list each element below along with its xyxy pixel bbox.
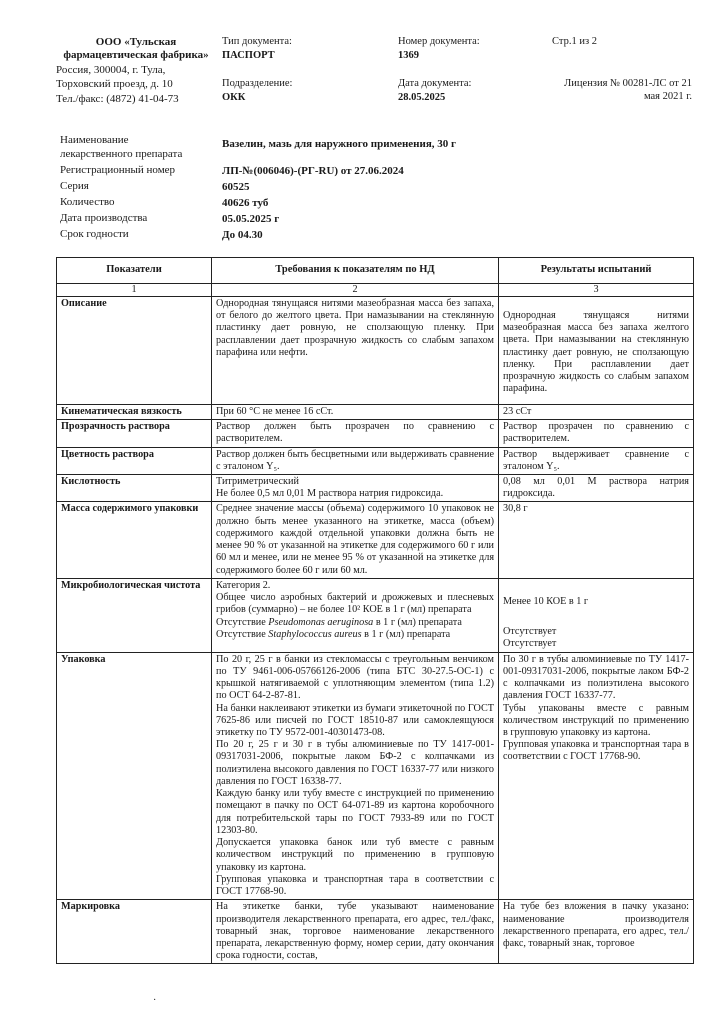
division-value: ОКК xyxy=(222,92,246,103)
req-micro-staph xyxy=(216,629,494,641)
table-header-row xyxy=(57,258,694,284)
req-pack-para-4: Каждую банку или тубу вместе с инструкцией по применению помещают в пачку по ОСТ 64-071-89 из картона коробочного для потребительской тары по ГОСТ 7933-89 или по ГОСТ 12303-80. xyxy=(216,788,494,836)
info-value-expiry: До 04.30 xyxy=(222,229,263,241)
res-marking: На тубе без вложения в пачку указано: наименование производителя лекарственного препарата, его адрес, тел./факс, товарный знак, торговое xyxy=(499,900,694,964)
table-row xyxy=(57,652,694,900)
res-mass: 30,8 г xyxy=(499,502,694,578)
param-marking: Маркировка xyxy=(57,900,212,964)
req-pack-para-6: Групповая упаковка и транспортная тара в соответствии с ГОСТ 17768-90. xyxy=(216,873,494,898)
res-color: Раствор выдерживает сравнение с эталоном Y₅. xyxy=(499,447,694,474)
param-description: Описание xyxy=(57,296,212,404)
req-color: Раствор должен быть бесцветными или выдерживать сравнение с эталоном Y₅. xyxy=(212,447,499,474)
req-pack-para-1: По 20 г, 25 г в банки из стекломассы с треугольным венчиком по ТУ 9461-006-05766126-2006 (типа БТС 30-27.5-ОС-1) с крышкой натягиваемой с уплотняющим элементом (типа 1.2) по ОСТ 64-2-87-81. xyxy=(216,653,494,702)
table-row xyxy=(57,900,694,964)
req-acidity: Титриметрический Не более 0,5 мл 0,01 М раствора натрия гидроксида. xyxy=(212,475,499,502)
req-transparency: Раствор должен быть прозрачен по сравнению с растворителем. xyxy=(212,420,499,447)
req-marking: На этикетке банки, тубе указывают наименование производителя лекарственного препарата, его адрес, тел./факс, товарный знак, торговое наименование лекарственного препарата, лекарственную форму, номер серии, дату окончания срока годности, состав, xyxy=(212,900,499,964)
doc-number-label: Номер документа: xyxy=(398,36,480,47)
req-pack-para-3: По 20 г, 25 г и 30 г в тубы алюминиевые по ТУ 1417-001-09317031-2006, покрытые лаком БФ-2 с колпачками из полиэтилена высокого давления по ГОСТ 16337-77 или низкого давления по ГОСТ 16338-77. xyxy=(216,739,494,787)
req-micro-absence-1: Отсутствие xyxy=(216,616,269,628)
res-pack-para-3: Групповая упаковка и транспортная тара в соответствии с ГОСТ 17768-90. xyxy=(503,739,689,763)
param-viscosity: Кинематическая вязкость xyxy=(57,404,212,419)
doc-type-value: ПАСПОРТ xyxy=(222,50,275,61)
req-pack-para-5: Допускается упаковка банок или туб вместе с равным количеством инструкций по применению в групповую упаковку из картона. xyxy=(216,837,494,873)
doc-date-label: Дата документа: xyxy=(398,78,472,89)
header-results: Результаты испытаний xyxy=(499,258,694,284)
param-packaging: Упаковка xyxy=(57,652,212,900)
res-pack-para-1: По 30 г в тубы алюминиевые по ТУ 1417-001-09317031-2006, покрытые лаком БФ-2 с колпачками из полиэтилена высокого давления ГОСТ 16337-77. xyxy=(503,653,689,702)
req-micro-organism-2: Staphylococcus aureus xyxy=(268,628,362,640)
company-address-1: Россия, 300004, г. Тула, xyxy=(56,63,166,76)
req-micro-absence-2: Отсутствие xyxy=(216,628,269,640)
req-description: Однородная тянущаяся нитями мазеобразная масса без запаха, от белого до желтого цвета. При намазывании на стеклянную пластинку дает ровную, не сползающую пленку. При расплавлении дает прозрачную жидкость со слабым запахом парафина или нефти. xyxy=(212,296,499,404)
info-label-series: Серия xyxy=(60,180,89,192)
footer-mark: · xyxy=(153,995,157,1006)
spec-table xyxy=(56,257,694,964)
info-label-quantity: Количество xyxy=(60,196,115,208)
param-acidity: Кислотность xyxy=(57,475,212,502)
company-address-2: Торховский проезд, д. 10 xyxy=(56,78,173,91)
res-transparency: Раствор прозрачен по сравнению с растворителем. xyxy=(499,420,694,447)
req-packaging xyxy=(212,652,499,900)
res-micro-pseudomonas: Отсутствует xyxy=(503,626,557,638)
table-row xyxy=(57,578,694,652)
req-micro-total: Общее число аэробных бактерий и дрожжевых и плесневых грибов (суммарно) – не более 10² КОЕ в 1 г (мл) препарата xyxy=(216,592,494,616)
col-number-1: 1 xyxy=(57,283,212,296)
res-viscosity: 23 сСт xyxy=(499,404,694,419)
table-row xyxy=(57,296,694,404)
param-microbiology: Микробиологическая чистота xyxy=(57,578,212,652)
req-micro-pseudomonas xyxy=(216,617,494,629)
column-number-row xyxy=(57,283,694,296)
table-row xyxy=(57,502,694,578)
col-number-2: 2 xyxy=(212,283,499,296)
info-value-reg: ЛП-№(006046)-(РГ-RU) от 27.06.2024 xyxy=(222,165,404,177)
param-transparency: Прозрачность раствора xyxy=(57,420,212,447)
req-micro-category: Категория 2. xyxy=(216,579,271,591)
res-micro-total: Менее 10 КОЕ в 1 г xyxy=(503,595,589,607)
doc-type-label: Тип документа: xyxy=(222,36,292,47)
info-label-expiry: Срок годности xyxy=(60,228,129,240)
col-number-3: 3 xyxy=(499,283,694,296)
res-acidity: 0,08 мл 0,01 М раствора натрия гидроксида. xyxy=(499,475,694,502)
info-value-name: Вазелин, мазь для наружного применения, 30 г xyxy=(222,138,457,150)
company-address-3: Тел./факс: (4872) 41-04-73 xyxy=(56,92,179,105)
res-packaging xyxy=(499,652,694,900)
doc-date-value: 28.05.2025 xyxy=(398,92,446,103)
info-label-name: Наименование лекарственного препарата xyxy=(60,134,183,160)
doc-number-value: 1369 xyxy=(398,50,419,61)
header-params: Показатели xyxy=(57,258,212,284)
res-description-text: Однородная тянущаяся нитями мазеобразная масса без запаха желтого цвета. При намазывании на стеклянную пластинку дает ровную, не сползающую пленку. При расплавлении дает прозрачную жидкость со слабым запахом парафина. xyxy=(503,309,689,395)
header-requirements: Требования к показателям по НД xyxy=(212,258,499,284)
res-microbiology xyxy=(499,578,694,652)
division-label: Подразделение: xyxy=(222,78,293,89)
req-mass: Среднее значение массы (объема) содержимого 10 упаковок не должно быть менее указанного на этикетке, масса (объем) содержимого каждой отдельной упаковки должна быть не менее 90 % от указанной на этикетке для содержимого 60 г или 60 мл и менее, или не менее 95 % от указанной на этикетке для содержимого более 60 г или 60 мл. xyxy=(212,502,499,578)
info-label-reg: Регистрационный номер xyxy=(60,164,176,176)
res-micro-staph: Отсутствует xyxy=(503,638,557,650)
table-row xyxy=(57,475,694,502)
param-mass: Масса содержимого упаковки xyxy=(57,502,212,578)
table-row xyxy=(57,404,694,419)
req-viscosity: При 60 °С не менее 16 сСт. xyxy=(212,404,499,419)
req-pack-para-2: На банки наклеивают этикетки из бумаги этикеточной по ГОСТ 7625-86 или писчей по ГОСТ 18510-87 или самоклеящуюся этикетку по ТУ 9572-001-40301473-08. xyxy=(216,702,494,738)
req-micro-unit-1: в 1 г (мл) препарата xyxy=(373,616,462,628)
info-value-prod-date: 05.05.2025 г xyxy=(222,213,280,225)
table-row xyxy=(57,420,694,447)
param-color: Цветность раствора xyxy=(57,447,212,474)
res-description xyxy=(499,296,694,404)
info-label-prod-date: Дата производства xyxy=(60,212,148,224)
table-row xyxy=(57,447,694,474)
req-micro-unit-2: в 1 г (мл) препарата xyxy=(361,628,451,640)
info-value-quantity: 40626 туб xyxy=(222,197,269,209)
company-name: ООО «Тульская фармацевтическая фабрика» xyxy=(63,36,209,62)
company-block xyxy=(56,36,216,106)
req-microbiology xyxy=(212,578,499,652)
license: Лицензия № 00281-ЛС от 21 мая 2021 г. xyxy=(564,78,692,102)
info-value-series: 60525 xyxy=(222,181,250,193)
req-micro-organism-1: Pseudomonas aeruginosa xyxy=(268,616,374,628)
page-number: Стр.1 из 2 xyxy=(552,36,597,47)
res-pack-para-2: Тубы упакованы вместе с равным количеством инструкций по применению в групповую упаковку из картона. xyxy=(503,702,689,738)
